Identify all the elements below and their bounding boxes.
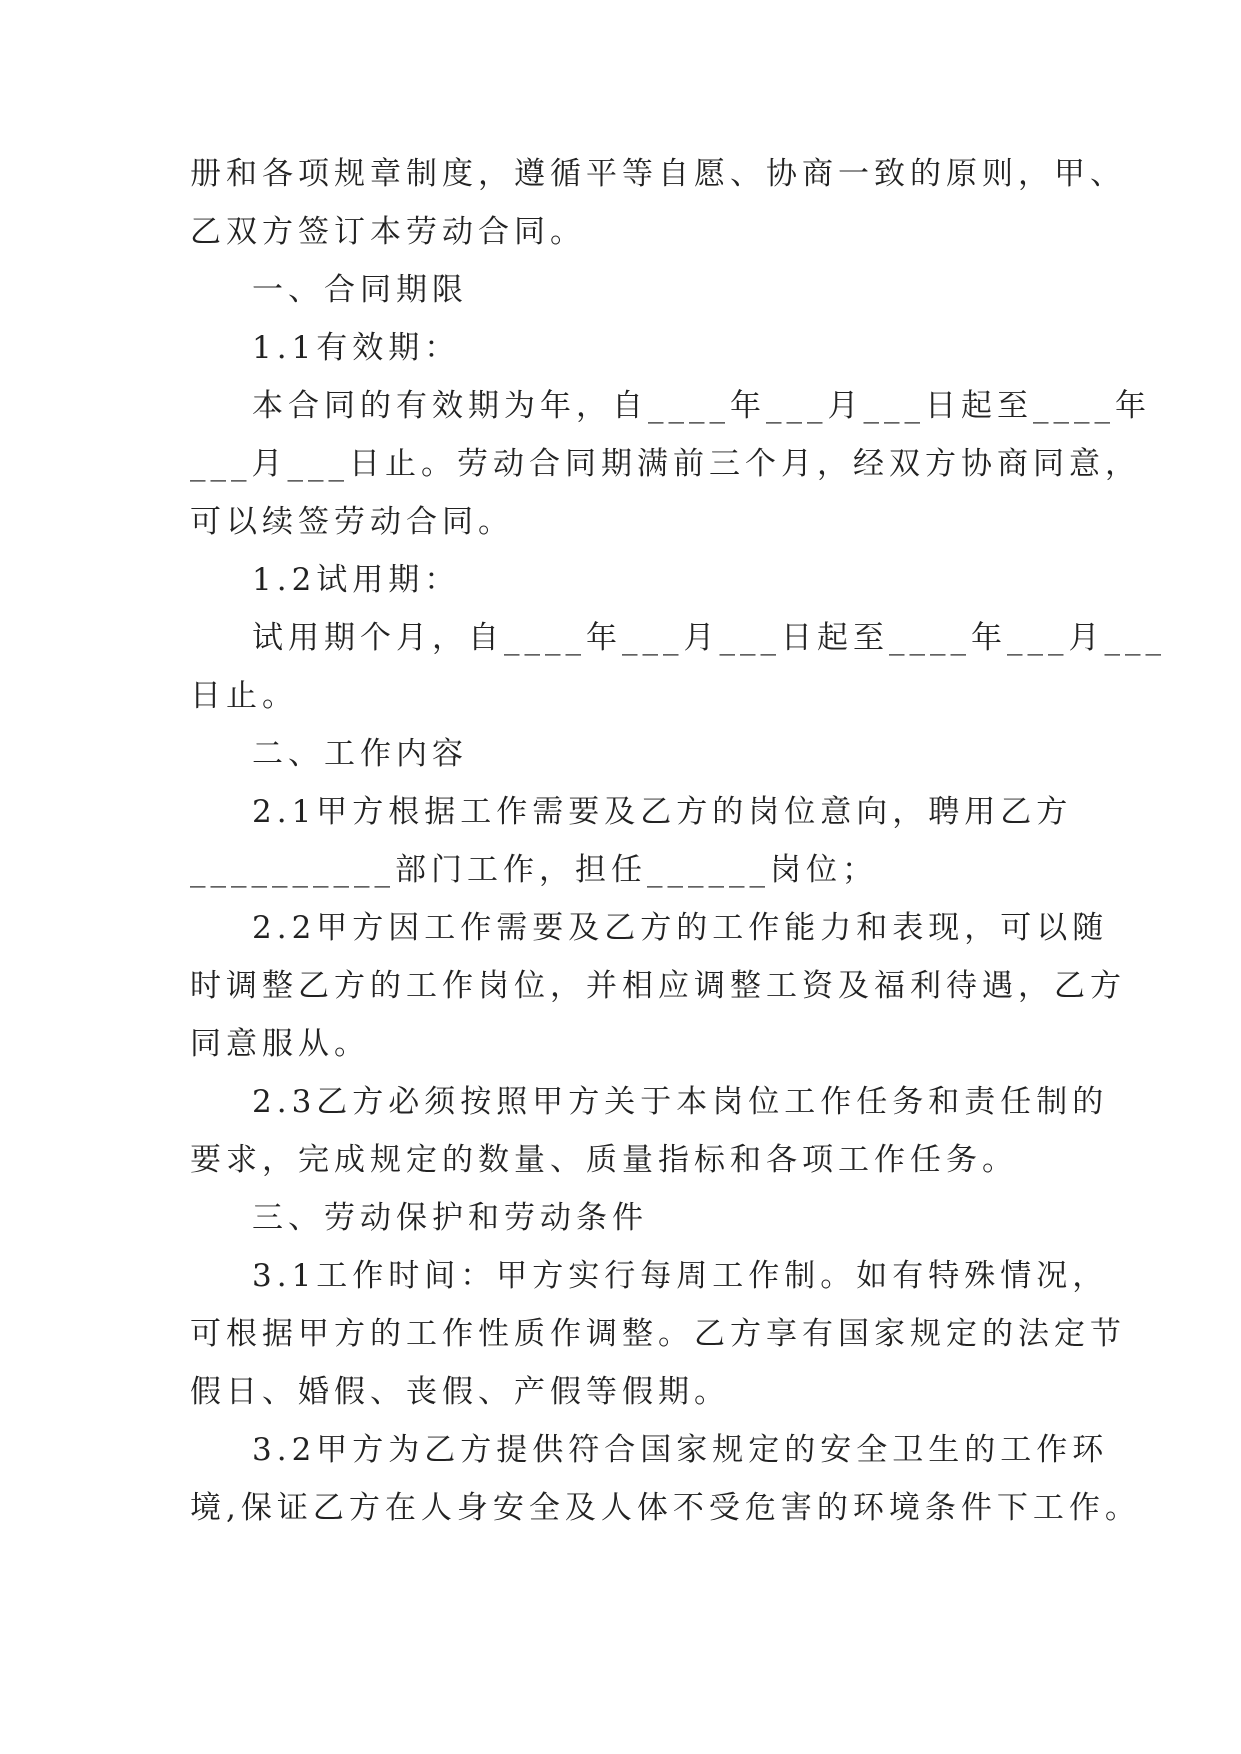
clause-heading: 1.1有效期： [252, 330, 461, 366]
paragraph-line: 假日、婚假、丧假、产假等假期。 [190, 1374, 730, 1410]
paragraph-line: ___月___日止。劳动合同期满前三个月，经双方协商同意， [190, 446, 1141, 482]
paragraph-line: 可根据甲方的工作性质作调整。乙方享有国家规定的法定节 [190, 1316, 1126, 1352]
paragraph-line: 日止。 [190, 678, 298, 714]
section-heading: 三、劳动保护和劳动条件 [252, 1200, 648, 1236]
paragraph-line: 试用期个月，自____年___月___日起至____年___月___ [252, 620, 1166, 656]
paragraph-line: 3.2甲方为乙方提供符合国家规定的安全卫生的工作环 [252, 1432, 1109, 1468]
paragraph-line: __________部门工作，担任______岗位； [190, 852, 878, 888]
paragraph-line: 2.3乙方必须按照甲方关于本岗位工作任务和责任制的 [252, 1084, 1109, 1120]
paragraph-line: 同意服从。 [190, 1026, 370, 1062]
paragraph-line: 2.1甲方根据工作需要及乙方的岗位意向，聘用乙方 [252, 794, 1073, 830]
paragraph-line: 3.1工作时间：甲方实行每周工作制。如有特殊情况， [252, 1258, 1109, 1294]
paragraph-line: 时调整乙方的工作岗位，并相应调整工资及福利待遇，乙方 [190, 968, 1126, 1004]
section-heading: 二、工作内容 [252, 736, 468, 772]
paragraph-line: 本合同的有效期为年，自____年___月___日起至____年 [252, 388, 1151, 424]
paragraph-line: 2.2甲方因工作需要及乙方的工作能力和表现，可以随 [252, 910, 1109, 946]
paragraph-line: 境,保证乙方在人身安全及人体不受危害的环境条件下工作。 [190, 1490, 1141, 1526]
paragraph-line: 册和各项规章制度，遵循平等自愿、协商一致的原则，甲、 [190, 156, 1126, 192]
paragraph-line: 要求，完成规定的数量、质量指标和各项工作任务。 [190, 1142, 1018, 1178]
section-heading: 一、合同期限 [252, 272, 468, 308]
paragraph-line: 可以续签劳动合同。 [190, 504, 514, 540]
clause-heading: 1.2试用期： [252, 562, 461, 598]
paragraph-line: 乙双方签订本劳动合同。 [190, 214, 586, 250]
